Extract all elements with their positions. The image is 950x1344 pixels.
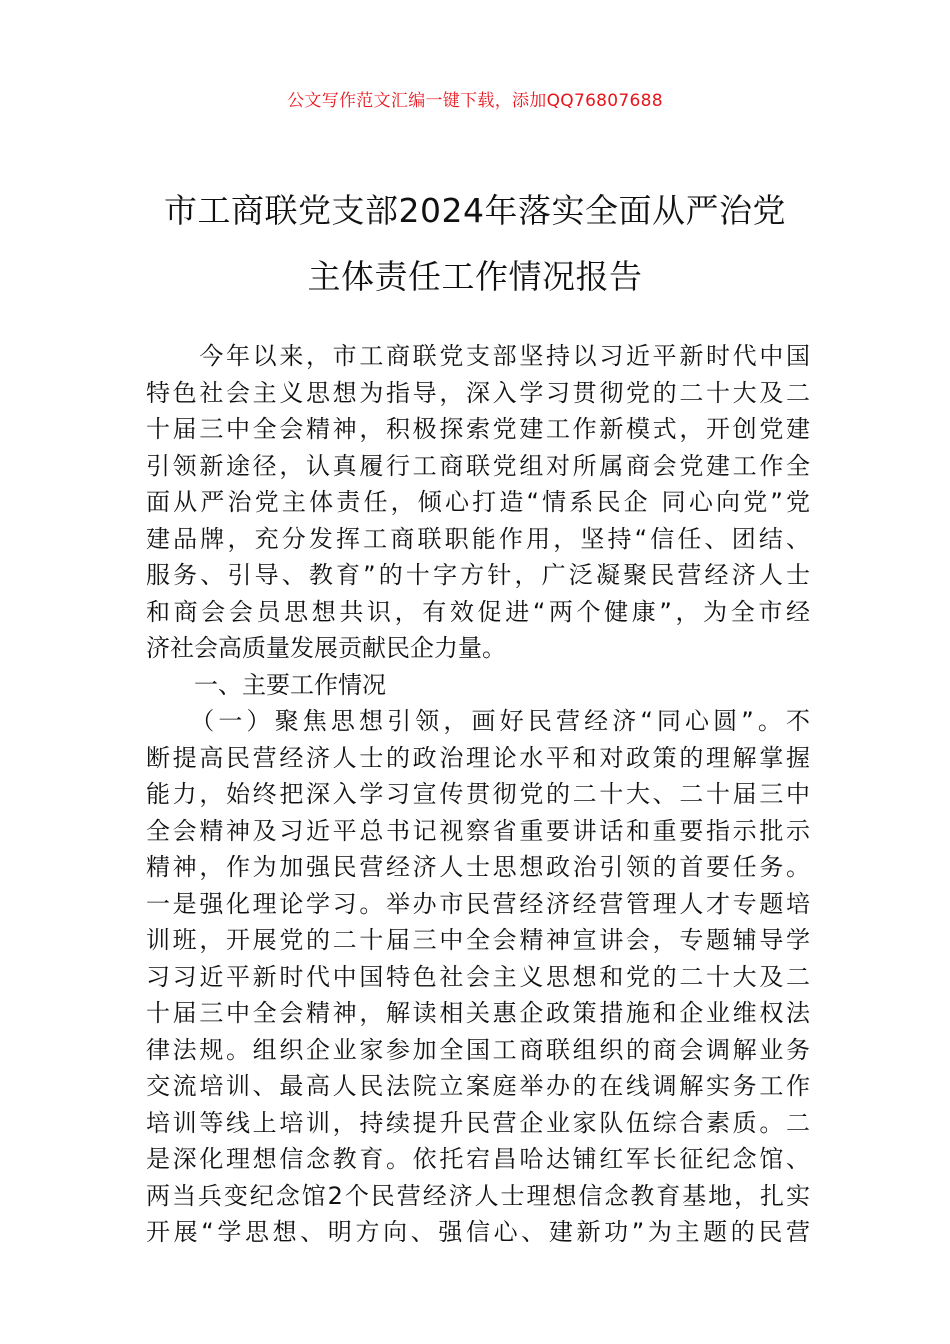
paragraph-line: 能力，始终把深入学习宣传贯彻党的二十大、二十届三中 [146,780,810,808]
paragraph-line: 和商会会员思想共识，有效促进“两个健康”，为全市经 [146,597,810,626]
paragraph-line: 十届三中全会精神，解读相关惠企政策措施和企业维权法 [146,999,810,1027]
paragraph-line: （一）聚焦思想引领，画好民营经济“同心圆”。不 [146,707,810,735]
paragraph-intro [146,338,810,667]
title-line-2: 主体责任工作情况报告 [307,257,643,296]
paragraph-line: 培训等线上培训，持续提升民营企业家队伍综合素质。二 [146,1108,810,1137]
document-body [146,338,810,1251]
paragraph-line: 今年以来，市工商联党支部坚持以习近平新时代中国 [146,342,810,370]
section-heading: 一、主要工作情况 [146,670,386,699]
paragraph-section-1 [146,703,810,1251]
paragraph-line: 建品牌，充分发挥工商联职能作用，坚持“信任、团结、 [146,524,810,553]
paragraph-line: 两当兵变纪念馆2个民营经济人士理想信念教育基地，扎实 [146,1181,810,1210]
paragraph-line: 是深化理想信念教育。依托宕昌哈达铺红军长征纪念馆、 [146,1145,810,1173]
paragraph-line: 习习近平新时代中国特色社会主义思想和党的二十大及二 [146,962,810,991]
paragraph-line: 交流培训、最高人民法院立案庭举办的在线调解实务工作 [146,1072,810,1100]
header-ad-text: 公文写作范文汇编一键下载，添加QQ76807688 [287,91,663,111]
paragraph-line: 一是强化理论学习。举办市民营经济经营管理人才专题培 [146,889,810,918]
paragraph-line: 特色社会主义思想为指导，深入学习贯彻党的二十大及二 [146,378,810,407]
paragraph-line: 服务、引导、教育”的十字方针，广泛凝聚民营经济人士 [146,561,810,589]
paragraph-line: 十届三中全会精神，积极探索党建工作新模式，开创党建 [146,415,810,443]
paragraph-line: 引领新途径，认真履行工商联党组对所属商会党建工作全 [146,451,810,480]
paragraph-line: 开展“学思想、明方向、强信心、建新功”为主题的民营 [146,1218,810,1246]
document-title [120,178,830,310]
paragraph-line: 面从严治党主体责任，倾心打造“情系民企 同心向党”党 [146,488,810,516]
paragraph-line: 断提高民营经济人士的政治理论水平和对政策的理解掌握 [146,743,810,772]
paragraph-line: 律法规。组织企业家参加全国工商联组织的商会调解业务 [146,1035,810,1064]
paragraph-line: 训班，开展党的二十届三中全会精神宣讲会，专题辅导学 [146,926,810,954]
paragraph-line: 济社会高质量发展贡献民企力量。 [146,634,506,662]
paragraph-line: 精神，作为加强民营经济人士思想政治引领的首要任务。 [146,853,810,881]
paragraph-line: 全会精神及习近平总书记视察省重要讲话和重要指示批示 [146,816,810,845]
title-line-1: 市工商联党支部2024年落实全面从严治党 [164,191,786,230]
